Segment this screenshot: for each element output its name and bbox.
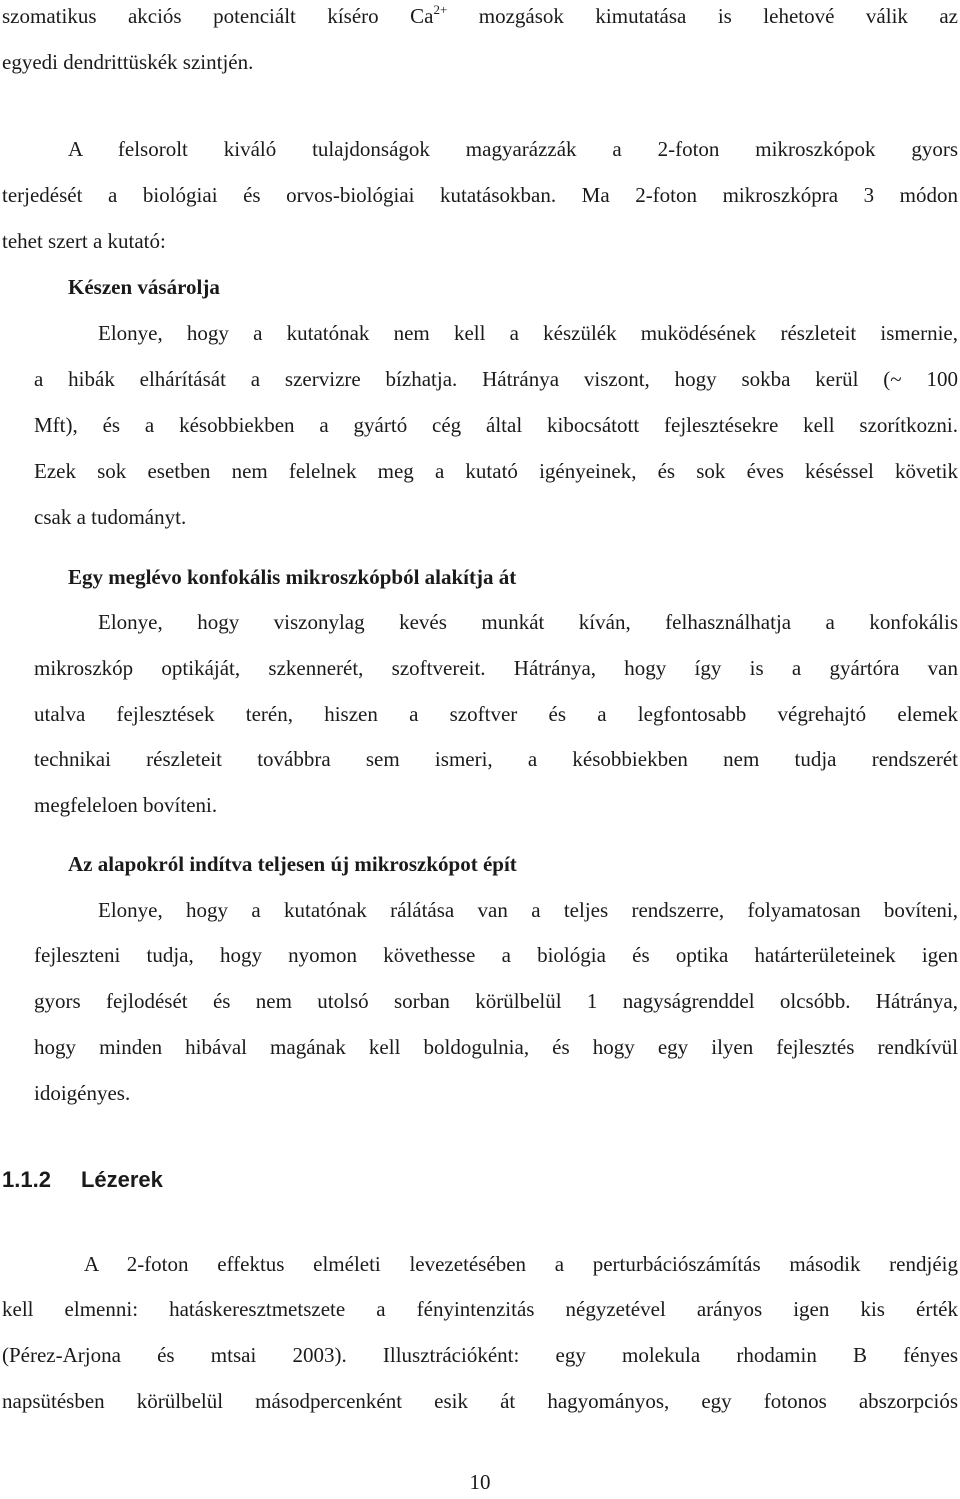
subheading: Az alapokról indítva teljesen új mikroszkópot épít [68,852,517,876]
text-line: szomatikus akciós potenciált kíséro $Ca^{2+}$ mozgások kimutatása is lehetové válik az [2,2,959,28]
text-line: Ezek sok esetben nem felelnek meg a kutató igényeinek, és sok éves késéssel követik [34,459,958,483]
page-number: 10 [469,1470,491,1494]
text-line: csak a tudományt. [34,505,187,529]
text-line: (Pérez-Arjona és mtsai 2003). Illusztrációként: egy molekula rhodamin B fényes [2,1343,958,1367]
text-line: idoigényes. [34,1081,131,1105]
text-line: Mft), és a késobbiekben a gyártó cég által kibocsátott fejlesztésekre kell szorítkozni. [34,413,958,437]
subheading: Készen vásárolja [68,275,220,299]
section-heading [2,1166,163,1194]
text-line: A felsorolt kiváló tulajdonságok magyarázzák a 2-foton mikroszkópok gyors [68,137,958,161]
text-line: Elonye, hogy a kutatónak rálátása van a teljes rendszerre, folyamatosan bovíteni, [98,898,958,922]
text-line: technikai részleteit továbbra sem ismeri, a késobbiekben nem tudja rendszerét [34,747,958,771]
text-line: fejleszteni tudja, hogy nyomon követhesse a biológia és optika határterületeinek igen [34,943,958,967]
text-line: terjedését a biológiai és orvos-biológiai kutatásokban. Ma 2-foton mikroszkópra 3 módon [2,183,958,207]
subheading: Egy meglévo konfokális mikroszkópból alakítja át [68,565,517,589]
text-line: egyedi dendrittüskék szintjén. [2,50,254,74]
text-line: gyors fejlodését és nem utolsó sorban körülbelül 1 nagyságrenddel olcsóbb. Hátránya, [34,989,958,1013]
text-line: napsütésben körülbelül másodpercenként esik át hagyományos, egy fotonos abszorpciós [2,1389,958,1413]
text-line: a hibák elhárítását a szervizre bízhatja. Hátránya viszont, hogy sokba kerül (~ 100 [34,367,958,391]
text-line: utalva fejlesztések terén, hiszen a szoftver és a legfontosabb végrehajtó elemek [34,702,958,726]
text-line: A 2-foton effektus elméleti levezetésében a perturbációszámítás második rendjéig [84,1252,958,1276]
section-title: Lézerek [80,1167,163,1192]
text-line: Elonye, hogy viszonylag kevés munkát kíván, felhasználhatja a konfokális [98,610,958,634]
text-line: kell elmenni: hatáskeresztmetszete a fényintenzitás négyzetével arányos igen kis érték [2,1297,958,1321]
superscript: 2+ [433,2,448,17]
text-line: tehet szert a kutató: [2,229,166,253]
text-line: megfeleloen bovíteni. [34,793,218,817]
text-line: hogy minden hibával magának kell boldogulnia, és hogy egy ilyen fejlesztés rendkívül [34,1035,958,1059]
text-line: Elonye, hogy a kutatónak nem kell a készülék muködésének részleteit ismernie, [98,321,958,345]
section-number: 1.1.2 [2,1167,51,1192]
text-line: mikroszkóp optikáját, szkennerét, szoftvereit. Hátránya, hogy így is a gyártóra van [34,656,958,680]
